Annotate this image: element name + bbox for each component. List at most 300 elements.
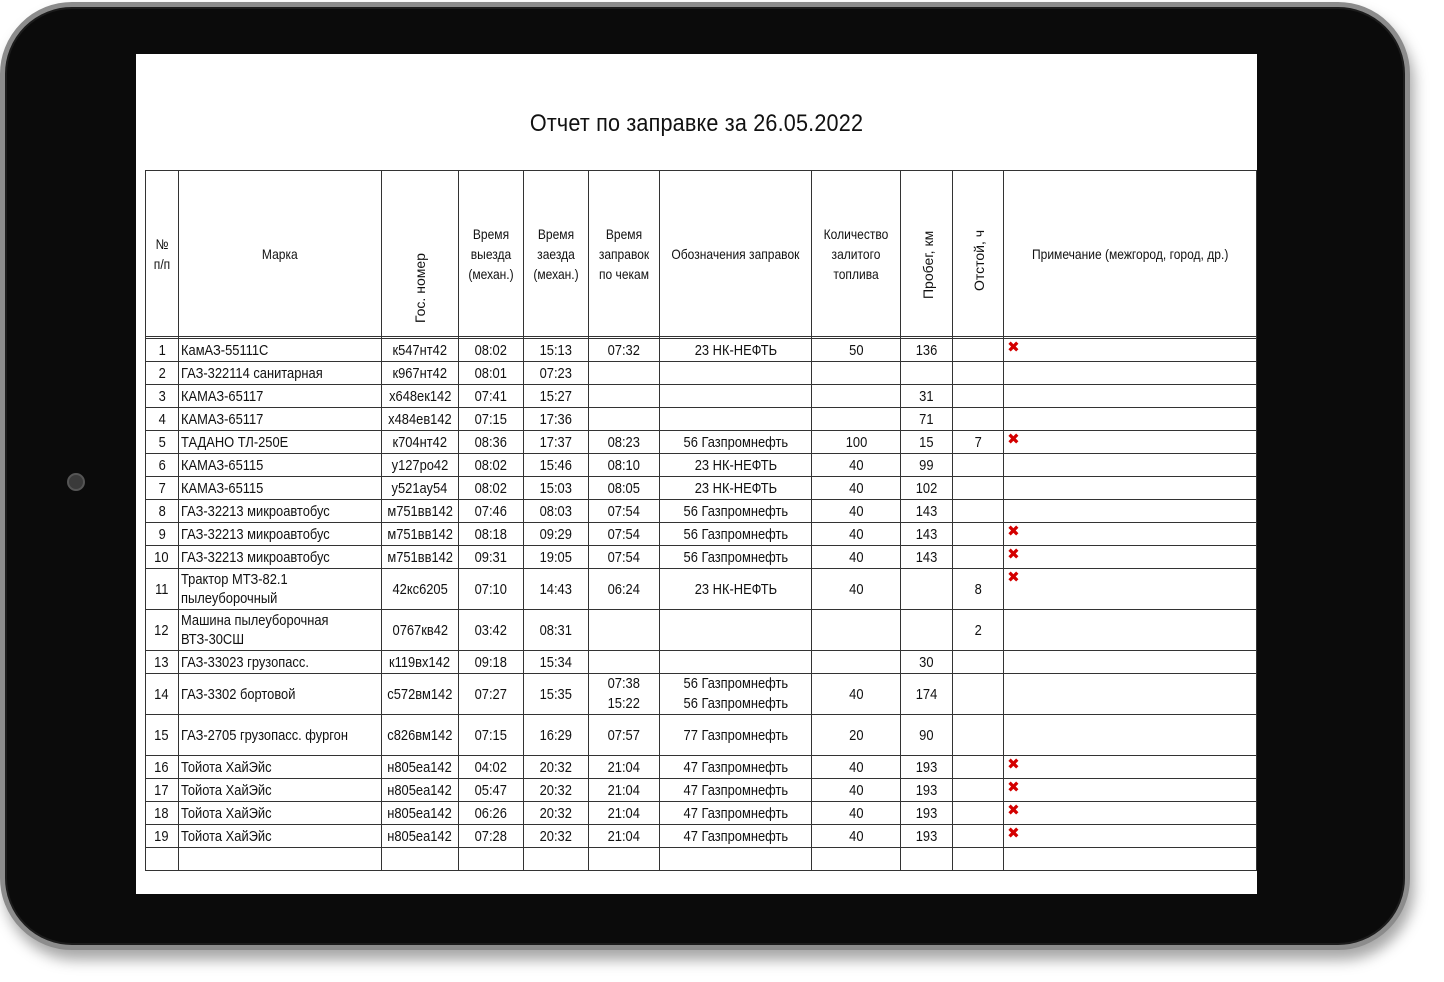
cell-brand <box>178 385 381 408</box>
cell-mileage <box>901 339 952 362</box>
cell-note <box>1004 651 1257 674</box>
cell-idle <box>952 715 1003 756</box>
cell-qty <box>812 523 901 546</box>
cell-plate-text: с572вм142 <box>387 685 453 703</box>
table-row <box>146 477 1257 500</box>
cell-mileage-text: 31 <box>919 387 934 405</box>
cell-idle <box>952 385 1003 408</box>
cell-brand <box>178 408 381 431</box>
cell-plate <box>381 385 458 408</box>
cell-out-text: 08:02 <box>474 456 508 474</box>
cell-brand-text: КамАЗ-55111С <box>180 341 269 359</box>
cell-in <box>523 523 588 546</box>
red-cross-icon: ✖ <box>1007 756 1020 773</box>
cell-out-text: 07:27 <box>474 685 508 703</box>
cell-out-text: 07:15 <box>474 726 508 744</box>
cell-note <box>1004 569 1257 610</box>
header-note-label: Примечание (межгород, город, др.) <box>1031 245 1229 262</box>
cell-brand-text: ГАЗ-322114 санитарная <box>180 364 323 382</box>
cell-in <box>523 477 588 500</box>
cell-in-text: 20:32 <box>539 758 573 776</box>
cell-qty-text: 100 <box>845 433 868 451</box>
cell-station <box>659 674 811 715</box>
cell-fuel-time-text: 06:24 <box>607 580 641 598</box>
cell-plate-text: н805еа142 <box>387 804 453 822</box>
cell-station-text: 56 Газпромнефть <box>683 433 788 451</box>
cell-brand-text: ГАЗ-33023 грузопасс. <box>180 653 309 671</box>
cell-num <box>146 500 179 523</box>
cell-mileage <box>901 569 952 610</box>
cell-fuel-time <box>588 362 659 385</box>
header-out <box>458 171 523 337</box>
cell-mileage <box>901 362 952 385</box>
table-row <box>146 779 1257 802</box>
cell-station-text: 23 НК-НЕФТЬ <box>694 456 777 474</box>
cell-qty-text: 40 <box>849 456 864 474</box>
cell-out-text: 03:42 <box>474 621 508 639</box>
cell-mileage <box>901 825 952 848</box>
cell-mileage-text: 143 <box>915 525 938 543</box>
cell-qty-text: 40 <box>849 804 864 822</box>
header-mileage <box>901 171 952 337</box>
table-header-row <box>146 171 1257 337</box>
cell-fuel-time <box>588 477 659 500</box>
cell-brand-text: Тойота ХайЭйс <box>180 781 272 799</box>
cell-in <box>523 610 588 651</box>
cell-idle <box>952 477 1003 500</box>
cell-in <box>523 362 588 385</box>
cell-qty <box>812 779 901 802</box>
cell-fuel-time-text: 21:04 <box>607 804 641 822</box>
cell-out <box>458 408 523 431</box>
header-plate-rotated <box>383 171 457 331</box>
cell-in <box>523 651 588 674</box>
cell-cutoff <box>588 848 659 871</box>
cell-brand-text: Тойота ХайЭйс <box>180 827 272 845</box>
cell-station <box>659 802 811 825</box>
cell-in <box>523 802 588 825</box>
cell-idle <box>952 546 1003 569</box>
cell-fuel-time <box>588 715 659 756</box>
cell-plate-text: к704нт42 <box>392 433 448 451</box>
cell-brand <box>178 674 381 715</box>
table-row <box>146 546 1257 569</box>
cell-fuel-time <box>588 523 659 546</box>
cell-idle-text: 8 <box>974 580 982 598</box>
cell-fuel-time <box>588 825 659 848</box>
cell-cutoff <box>659 848 811 871</box>
cell-plate-text: м751вв142 <box>386 502 453 520</box>
cell-out <box>458 500 523 523</box>
cell-num-text: 12 <box>154 621 170 639</box>
cell-idle <box>952 756 1003 779</box>
cell-mileage-text: 193 <box>915 781 938 799</box>
cell-brand <box>178 546 381 569</box>
cell-plate-text: 0767кв42 <box>392 621 448 639</box>
cell-plate <box>381 546 458 569</box>
cell-fuel-time-text: 08:05 <box>607 479 641 497</box>
cell-out-text: 07:41 <box>474 387 508 405</box>
report-sheet <box>136 54 1257 894</box>
cell-num-text: 13 <box>154 653 170 671</box>
cell-num-text: 2 <box>158 364 166 382</box>
cell-cutoff <box>812 848 901 871</box>
cell-brand-text: ГАЗ-32213 микроавтобус <box>180 525 330 543</box>
cell-fuel-time-text: 07:32 <box>607 341 641 359</box>
cell-mileage-text: 143 <box>915 502 938 520</box>
cell-num <box>146 339 179 362</box>
cell-note <box>1004 500 1257 523</box>
cell-num-text: 1 <box>158 341 166 359</box>
cell-plate-text: м751вв142 <box>386 525 453 543</box>
cell-in-text: 19:05 <box>539 548 573 566</box>
table-row <box>146 651 1257 674</box>
cell-qty <box>812 362 901 385</box>
cell-brand-text: ГАЗ-2705 грузопасс. фургон <box>180 726 348 744</box>
cell-station <box>659 825 811 848</box>
cell-qty <box>812 454 901 477</box>
cell-station-text: 47 Газпромнефть <box>683 781 788 799</box>
cell-out-text: 08:18 <box>474 525 508 543</box>
table-row <box>146 523 1257 546</box>
table-row <box>146 362 1257 385</box>
cell-fuel-time <box>588 431 659 454</box>
cell-brand-text: ГАЗ-32213 микроавтобус <box>180 502 330 520</box>
cell-num-text: 4 <box>158 410 166 428</box>
cell-fuel-time-text: 08:10 <box>607 456 641 474</box>
cell-out-text: 07:46 <box>474 502 508 520</box>
cell-qty-text: 50 <box>849 341 864 359</box>
header-qty-label: Количество залитого топлива <box>824 225 889 282</box>
cell-num <box>146 523 179 546</box>
camera-icon <box>67 473 85 491</box>
header-idle <box>952 171 1003 337</box>
header-num-label: № п/п <box>153 235 171 272</box>
cell-fuel-time-text: 07:57 <box>607 726 641 744</box>
red-cross-icon: ✖ <box>1007 569 1020 586</box>
cell-station-text: 47 Газпромнефть <box>683 827 788 845</box>
cell-station <box>659 477 811 500</box>
cell-mileage-text: 99 <box>919 456 934 474</box>
header-idle-label: Отстой, ч <box>970 229 987 291</box>
cell-note <box>1004 362 1257 385</box>
cell-plate-text: с826вм142 <box>387 726 453 744</box>
cell-num-text: 19 <box>154 827 170 845</box>
cell-brand-text: ГАЗ-3302 бортовой <box>180 685 296 703</box>
cell-num-text: 16 <box>154 758 170 776</box>
cell-plate-text: х484ев142 <box>388 410 452 428</box>
cell-mileage <box>901 523 952 546</box>
header-fuel-time <box>588 171 659 337</box>
cell-note <box>1004 715 1257 756</box>
header-plate <box>381 171 458 337</box>
cell-station-text: 56 Газпромнефть <box>683 548 788 566</box>
cell-out <box>458 610 523 651</box>
header-out-label: Время выезда (механ.) <box>468 225 514 282</box>
cell-plate <box>381 674 458 715</box>
cell-mileage <box>901 715 952 756</box>
cell-note <box>1004 825 1257 848</box>
cell-out <box>458 546 523 569</box>
cell-station <box>659 362 811 385</box>
cell-idle <box>952 825 1003 848</box>
header-station-label: Обозначения заправок <box>671 245 800 262</box>
cell-num <box>146 408 179 431</box>
cell-brand-text: КАМАЗ-65115 <box>180 479 263 497</box>
cell-mileage-text: 71 <box>919 410 934 428</box>
cell-mileage <box>901 779 952 802</box>
cell-in <box>523 546 588 569</box>
cell-num-text: 17 <box>154 781 170 799</box>
cell-station <box>659 546 811 569</box>
cell-station-text: 23 НК-НЕФТЬ <box>694 580 777 598</box>
cell-mileage-text: 90 <box>919 726 934 744</box>
cell-mileage-text: 102 <box>915 479 938 497</box>
cell-idle <box>952 523 1003 546</box>
cell-mileage-text: 15 <box>919 433 934 451</box>
cell-qty-text: 40 <box>849 827 864 845</box>
cell-mileage-text: 174 <box>915 685 938 703</box>
cell-note <box>1004 385 1257 408</box>
cell-out-text: 04:02 <box>474 758 508 776</box>
cell-brand-text: Трактор МТЗ-82.1 пылеуборочный <box>180 571 288 607</box>
cell-num-text: 5 <box>158 433 166 451</box>
cell-fuel-time <box>588 339 659 362</box>
cell-num <box>146 715 179 756</box>
cell-station-text: 47 Газпромнефть <box>683 804 788 822</box>
cell-note <box>1004 546 1257 569</box>
header-brand-label: Марка <box>261 245 298 262</box>
cell-num <box>146 385 179 408</box>
cell-num <box>146 779 179 802</box>
cell-plate <box>381 477 458 500</box>
header-note <box>1004 171 1257 337</box>
cell-mileage-text: 143 <box>915 548 938 566</box>
cell-plate-text: м751вв142 <box>386 548 453 566</box>
cell-brand <box>178 651 381 674</box>
cell-note <box>1004 339 1257 362</box>
cell-in-text: 15:27 <box>539 387 573 405</box>
cell-brand-text: КАМАЗ-65117 <box>180 410 263 428</box>
cell-num <box>146 802 179 825</box>
cell-qty-text: 40 <box>849 525 864 543</box>
cell-station <box>659 408 811 431</box>
cell-idle <box>952 674 1003 715</box>
cell-mileage <box>901 385 952 408</box>
cell-plate <box>381 610 458 651</box>
cell-plate <box>381 408 458 431</box>
cell-note <box>1004 477 1257 500</box>
cell-brand <box>178 715 381 756</box>
cell-num-text: 11 <box>155 580 169 598</box>
cell-qty-text: 40 <box>849 758 864 776</box>
cell-in-text: 15:35 <box>539 685 573 703</box>
cell-brand <box>178 523 381 546</box>
table-row <box>146 756 1257 779</box>
table-row <box>146 454 1257 477</box>
cell-num <box>146 569 179 610</box>
cell-out <box>458 362 523 385</box>
cell-station <box>659 779 811 802</box>
cell-note <box>1004 674 1257 715</box>
table-row <box>146 500 1257 523</box>
cell-num <box>146 362 179 385</box>
cell-brand <box>178 779 381 802</box>
cell-num-text: 10 <box>154 548 170 566</box>
cell-num <box>146 477 179 500</box>
cell-out <box>458 431 523 454</box>
cell-num-text: 3 <box>158 387 166 405</box>
cell-station <box>659 500 811 523</box>
cell-fuel-time-text: 08:23 <box>607 433 641 451</box>
cell-plate <box>381 802 458 825</box>
cell-mileage <box>901 651 952 674</box>
cell-note <box>1004 802 1257 825</box>
cell-mileage-text: 193 <box>915 827 938 845</box>
cell-plate-text: к119вх142 <box>389 653 451 671</box>
cell-out <box>458 385 523 408</box>
cell-out <box>458 651 523 674</box>
header-brand <box>178 171 381 337</box>
cell-fuel-time-text: 21:04 <box>607 827 641 845</box>
cell-in <box>523 408 588 431</box>
cell-num-text: 9 <box>158 525 166 543</box>
cell-brand-text: Тойота ХайЭйс <box>180 804 272 822</box>
cell-cutoff <box>381 848 458 871</box>
cell-fuel-time <box>588 779 659 802</box>
cell-out-text: 09:31 <box>474 548 508 566</box>
cell-fuel-time <box>588 546 659 569</box>
cell-cutoff <box>146 848 179 871</box>
cell-plate-text: 42кс6205 <box>392 580 448 598</box>
cell-brand <box>178 477 381 500</box>
cell-qty-text: 40 <box>849 580 864 598</box>
cell-fuel-time-text: 21:04 <box>607 781 641 799</box>
cell-in-text: 20:32 <box>539 827 573 845</box>
cell-mileage-text: 193 <box>915 758 938 776</box>
cell-out <box>458 779 523 802</box>
cell-station <box>659 454 811 477</box>
cell-fuel-time-text: 21:04 <box>607 758 641 776</box>
cell-out <box>458 674 523 715</box>
cell-in-text: 08:03 <box>539 502 573 520</box>
cell-in-text: 20:32 <box>539 781 573 799</box>
cell-qty <box>812 385 901 408</box>
cell-num <box>146 546 179 569</box>
cell-in-text: 14:43 <box>539 580 573 598</box>
cell-in <box>523 825 588 848</box>
cell-qty <box>812 802 901 825</box>
cell-out-text: 07:15 <box>474 410 508 428</box>
report-title: Отчет по заправке за 26.05.2022 <box>529 110 864 137</box>
table-row <box>146 431 1257 454</box>
table-row-cutoff <box>146 848 1257 871</box>
cell-in-text: 15:13 <box>539 341 573 359</box>
cell-note <box>1004 779 1257 802</box>
cell-out-text: 07:28 <box>474 827 508 845</box>
cell-qty <box>812 408 901 431</box>
cell-mileage <box>901 477 952 500</box>
cell-brand-text: ТАДАНО ТЛ-250Е <box>180 433 288 451</box>
cell-idle <box>952 651 1003 674</box>
cell-station <box>659 431 811 454</box>
cell-fuel-time <box>588 408 659 431</box>
cell-out <box>458 825 523 848</box>
header-station <box>659 171 811 337</box>
cell-fuel-time <box>588 802 659 825</box>
cell-num-text: 7 <box>158 479 166 497</box>
cell-station-text: 56 Газпромнефть <box>683 502 788 520</box>
cell-station-text: 23 НК-НЕФТЬ <box>694 341 777 359</box>
cell-out <box>458 523 523 546</box>
cell-mileage-text: 136 <box>915 341 938 359</box>
cell-brand <box>178 610 381 651</box>
cell-plate-text: к967нт42 <box>392 364 448 382</box>
cell-mileage <box>901 546 952 569</box>
cell-out <box>458 339 523 362</box>
cell-fuel-time <box>588 674 659 715</box>
cell-qty-text: 20 <box>849 726 864 744</box>
cell-in <box>523 500 588 523</box>
cell-brand <box>178 431 381 454</box>
cell-fuel-time <box>588 569 659 610</box>
cell-station <box>659 339 811 362</box>
cell-brand-text: КАМАЗ-65115 <box>180 456 263 474</box>
table-row <box>146 385 1257 408</box>
cell-station <box>659 385 811 408</box>
red-cross-icon: ✖ <box>1007 546 1020 563</box>
cell-out-text: 08:02 <box>474 479 508 497</box>
cell-fuel-time <box>588 610 659 651</box>
cell-in-text: 09:29 <box>539 525 573 543</box>
cell-station <box>659 569 811 610</box>
cell-cutoff <box>523 848 588 871</box>
header-in-label: Время заезда (механ.) <box>533 225 579 282</box>
cell-station-text: 56 Газпромнефть <box>683 525 788 543</box>
cell-qty <box>812 477 901 500</box>
cell-qty <box>812 339 901 362</box>
cell-fuel-time <box>588 756 659 779</box>
cell-num-text: 18 <box>154 804 170 822</box>
cell-plate <box>381 825 458 848</box>
cell-idle <box>952 408 1003 431</box>
cell-plate <box>381 431 458 454</box>
header-idle-rotated <box>953 171 1003 331</box>
cell-cutoff <box>952 848 1003 871</box>
cell-qty <box>812 756 901 779</box>
cell-out-text: 07:10 <box>474 580 508 598</box>
cell-in <box>523 715 588 756</box>
cell-station <box>659 523 811 546</box>
cell-qty <box>812 569 901 610</box>
cell-brand <box>178 339 381 362</box>
cell-plate <box>381 523 458 546</box>
cell-idle-text: 7 <box>974 433 982 451</box>
cell-plate <box>381 339 458 362</box>
cell-in <box>523 431 588 454</box>
cell-out-text: 08:01 <box>474 364 508 382</box>
cell-mileage <box>901 756 952 779</box>
cell-idle <box>952 431 1003 454</box>
cell-station-text: 77 Газпромнефть <box>683 726 788 744</box>
table-row <box>146 715 1257 756</box>
cell-in-text: 17:37 <box>539 433 573 451</box>
cell-mileage <box>901 802 952 825</box>
cell-plate-text: н805еа142 <box>387 827 453 845</box>
cell-station <box>659 651 811 674</box>
cell-qty-text: 40 <box>849 781 864 799</box>
cell-mileage <box>901 454 952 477</box>
